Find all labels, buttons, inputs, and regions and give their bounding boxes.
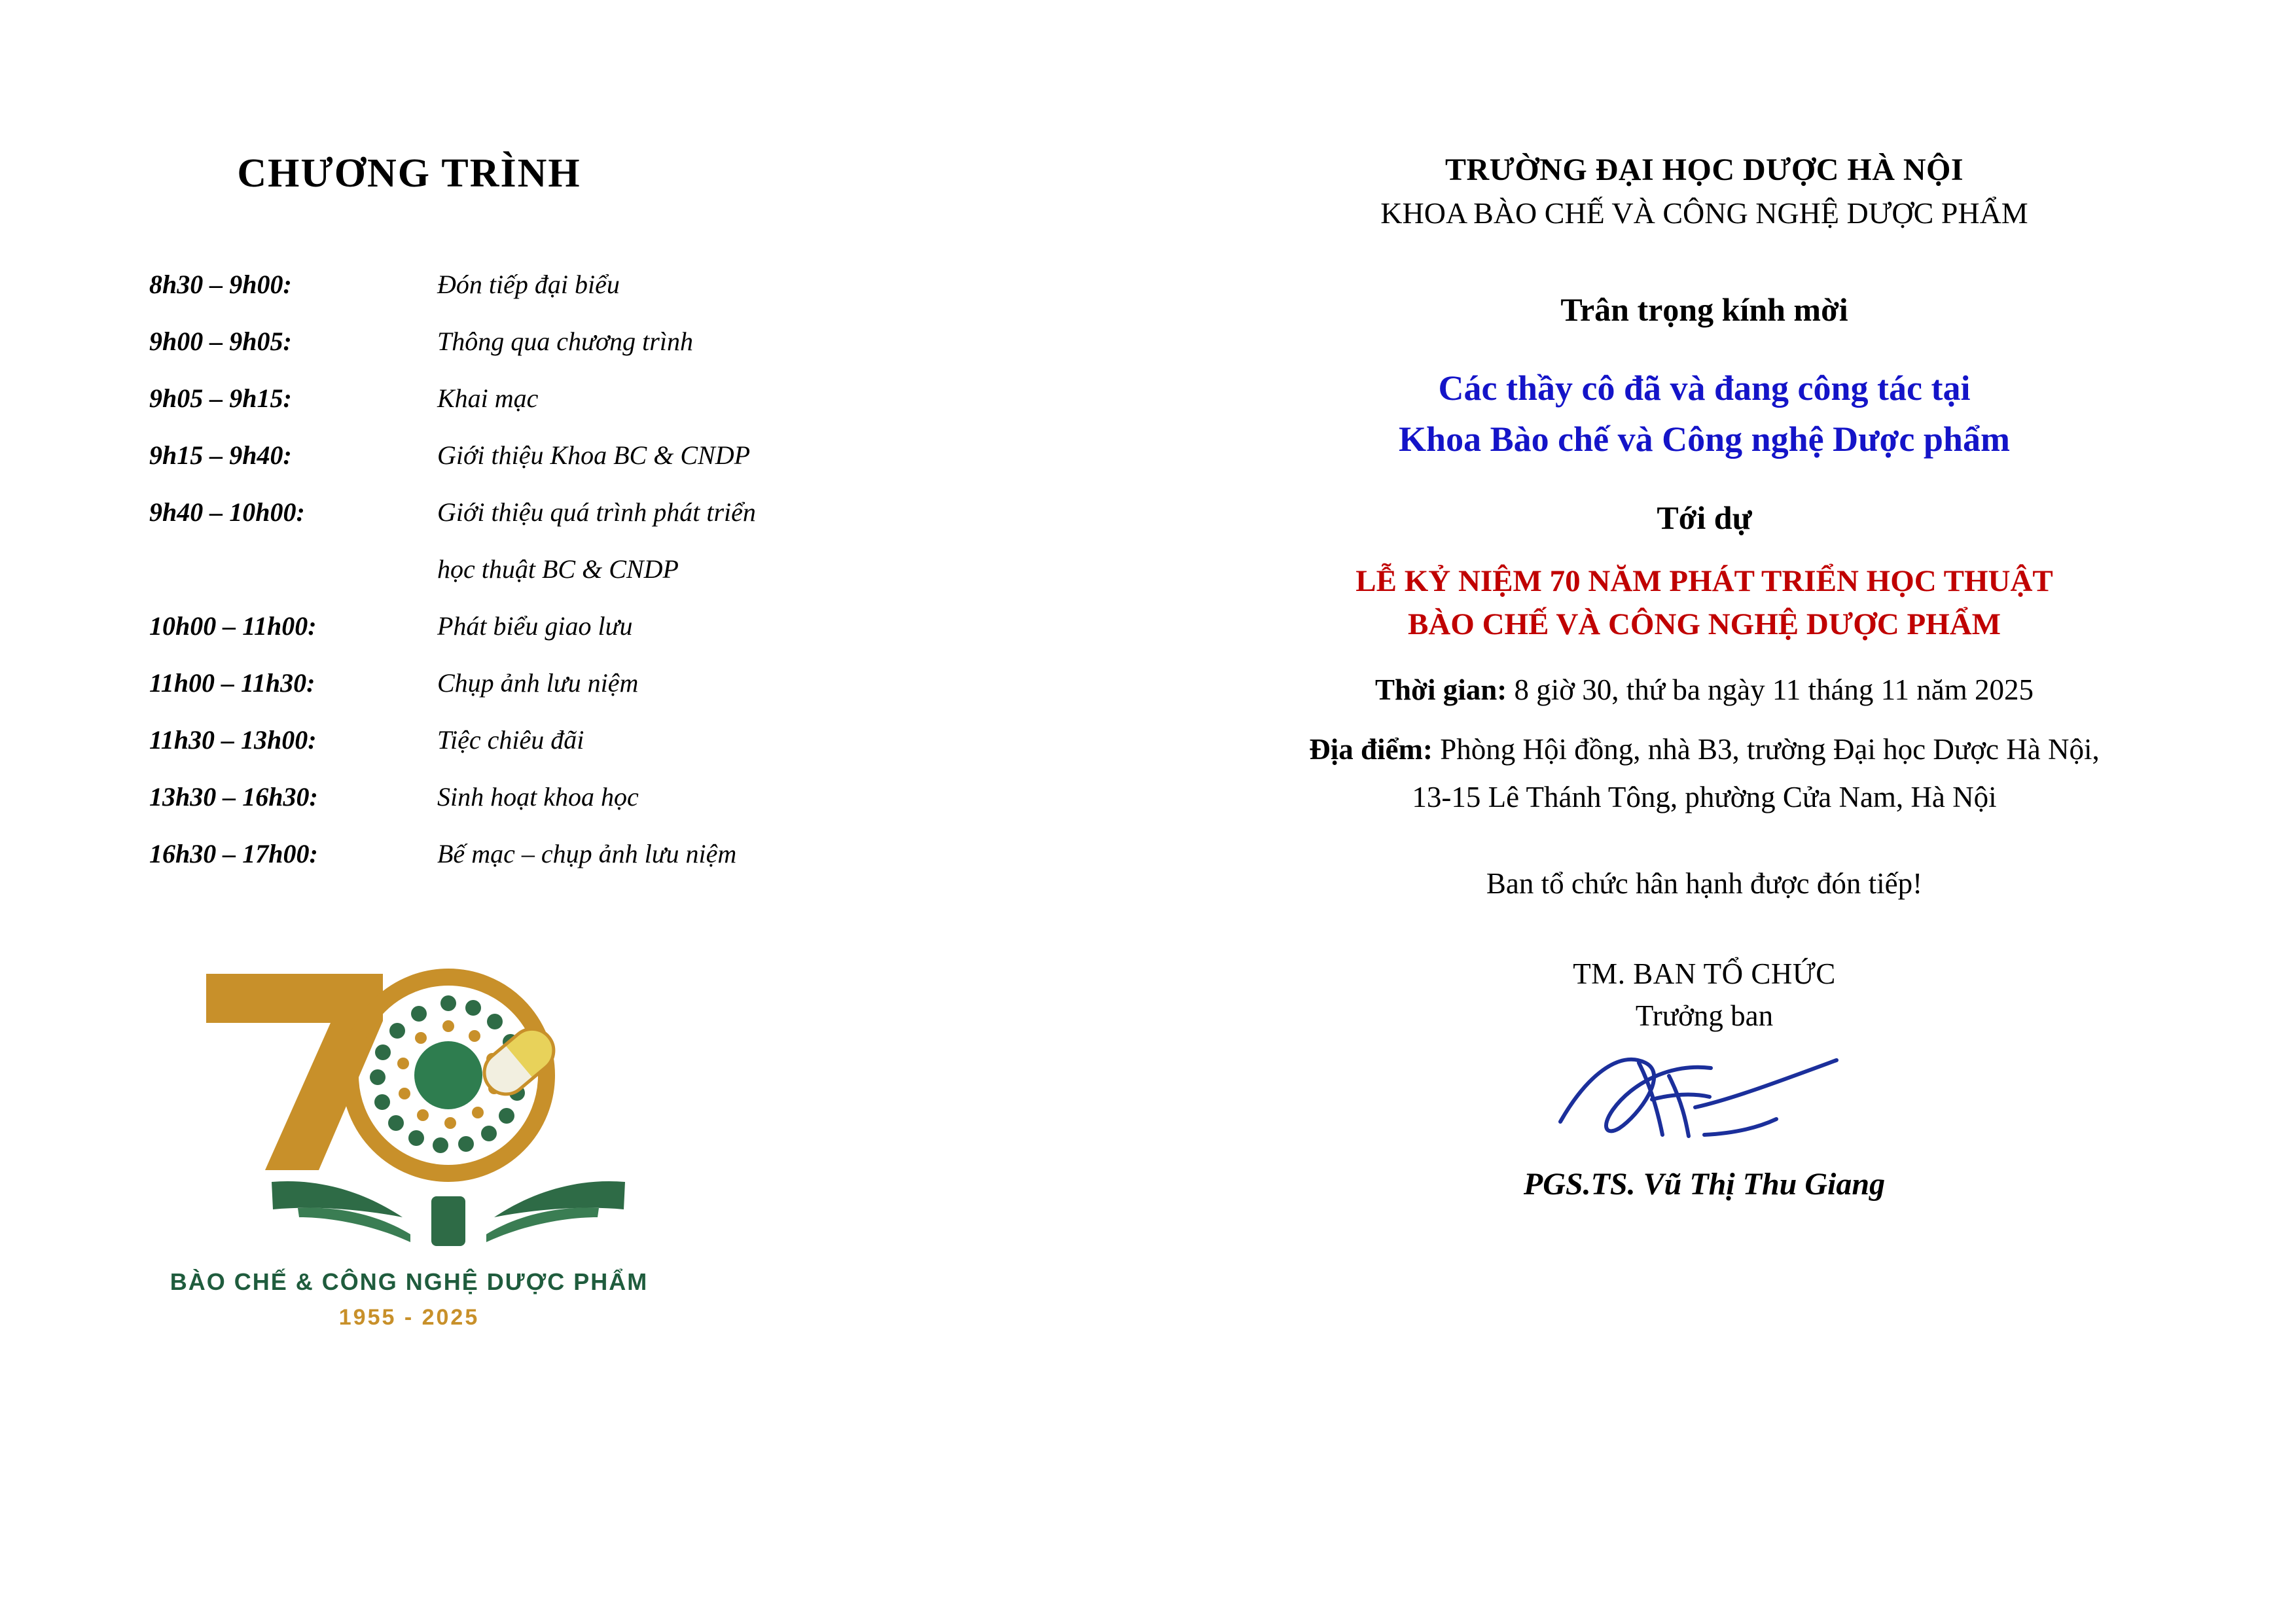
schedule-row bbox=[149, 440, 1026, 471]
logo-70-icon bbox=[167, 935, 651, 1262]
schedule-time: 9h15 – 9h40: bbox=[149, 440, 292, 470]
attend-heading: Tới dự bbox=[1657, 499, 1752, 537]
schedule-row bbox=[149, 383, 1026, 414]
schedule-time: 8h30 – 9h00: bbox=[149, 270, 292, 299]
schedule-description: Phát biểu giao lưu bbox=[437, 611, 633, 641]
guest-line-2: Khoa Bào chế và Công nghệ Dược phẩm bbox=[1399, 419, 2010, 459]
schedule-time: 11h00 – 11h30: bbox=[149, 668, 315, 698]
event-place-label: Địa điểm: bbox=[1309, 733, 1433, 766]
event-place-continuation: 13-15 Lê Thánh Tông, phường Cửa Nam, Hà Nội bbox=[1412, 781, 1997, 814]
schedule-time: 13h30 – 16h30: bbox=[149, 782, 318, 812]
schedule-description: Giới thiệu quá trình phát triển bbox=[437, 497, 756, 527]
schedule-description: Bế mạc – chụp ảnh lưu niệm bbox=[437, 839, 737, 868]
schedule-row bbox=[149, 838, 1026, 869]
signature-image bbox=[1211, 1037, 2198, 1154]
anniversary-logo bbox=[0, 935, 1172, 1330]
welcome-note: Ban tổ chức hân hạnh được đón tiếp! bbox=[1486, 866, 1923, 900]
page-title: CHƯƠNG TRÌNH bbox=[237, 151, 581, 196]
event-line-1: LỄ KỶ NIỆM 70 NĂM PHÁT TRIỂN HỌC THUẬT bbox=[1355, 564, 2053, 599]
schedule-row bbox=[149, 497, 1026, 527]
guest-line-1: Các thầy cô đã và đang công tác tại bbox=[1438, 368, 1971, 408]
schedule-time: 9h00 – 9h05: bbox=[149, 327, 292, 356]
schedule-time: 9h40 – 10h00: bbox=[149, 497, 305, 527]
signer-role: TM. BAN TỔ CHỨC bbox=[1573, 957, 1836, 990]
schedule-row-continuation bbox=[149, 554, 1026, 584]
event-time-label: Thời gian: bbox=[1375, 673, 1507, 706]
invite-heading: Trân trọng kính mời bbox=[1560, 291, 1848, 328]
schedule-description: Đón tiếp đại biểu bbox=[437, 270, 620, 299]
schedule-time: 16h30 – 17h00: bbox=[149, 839, 318, 868]
schedule-description: Sinh hoạt khoa học bbox=[437, 782, 639, 812]
invitation-column bbox=[1172, 0, 2296, 1623]
logo-years: 1955 - 2025 bbox=[338, 1305, 480, 1330]
schedule-row bbox=[149, 611, 1026, 641]
logo-caption: BÀO CHẾ & CÔNG NGHỆ DƯỢC PHẨM bbox=[170, 1268, 649, 1295]
schedule-description: học thuật BC & CNDP bbox=[437, 554, 679, 584]
guest-block bbox=[1211, 363, 2198, 465]
university-name: TRƯỜNG ĐẠI HỌC DƯỢC HÀ NỘI bbox=[1444, 152, 1964, 187]
schedule-list bbox=[149, 269, 1026, 869]
signer-name: PGS.TS. Vũ Thị Thu Giang bbox=[1523, 1166, 1886, 1202]
event-place-value: Phòng Hội đồng, nhà B3, trường Đại học Dược Hà Nội, bbox=[1440, 733, 2100, 766]
schedule-description: Tiệc chiêu đãi bbox=[437, 725, 584, 755]
schedule-time: 9h05 – 9h15: bbox=[149, 383, 292, 413]
schedule-description: Khai mạc bbox=[437, 383, 539, 413]
schedule-row bbox=[149, 269, 1026, 300]
event-time-value: 8 giờ 30, thứ ba ngày 11 tháng 11 năm 2025 bbox=[1514, 673, 2034, 706]
event-place bbox=[1211, 728, 2198, 771]
schedule-time: 10h00 – 11h00: bbox=[149, 611, 317, 641]
faculty-name: KHOA BÀO CHẾ VÀ CÔNG NGHỆ DƯỢC PHẨM bbox=[1380, 196, 2028, 230]
event-line-2: BÀO CHẾ VÀ CÔNG NGHỆ DƯỢC PHẨM bbox=[1407, 607, 2001, 642]
signature-icon bbox=[1541, 1037, 1868, 1154]
schedule-row bbox=[149, 326, 1026, 357]
schedule-row bbox=[149, 781, 1026, 812]
event-block bbox=[1211, 560, 2198, 647]
schedule-time: 11h30 – 13h00: bbox=[149, 725, 317, 755]
schedule-description: Thông qua chương trình bbox=[437, 327, 693, 356]
schedule-description: Chụp ảnh lưu niệm bbox=[437, 668, 639, 698]
schedule-description: Giới thiệu Khoa BC & CNDP bbox=[437, 440, 751, 470]
schedule-row bbox=[149, 668, 1026, 698]
signer-subrole: Trưởng ban bbox=[1635, 999, 1774, 1032]
schedule-row bbox=[149, 724, 1026, 755]
event-time bbox=[1211, 669, 2198, 711]
